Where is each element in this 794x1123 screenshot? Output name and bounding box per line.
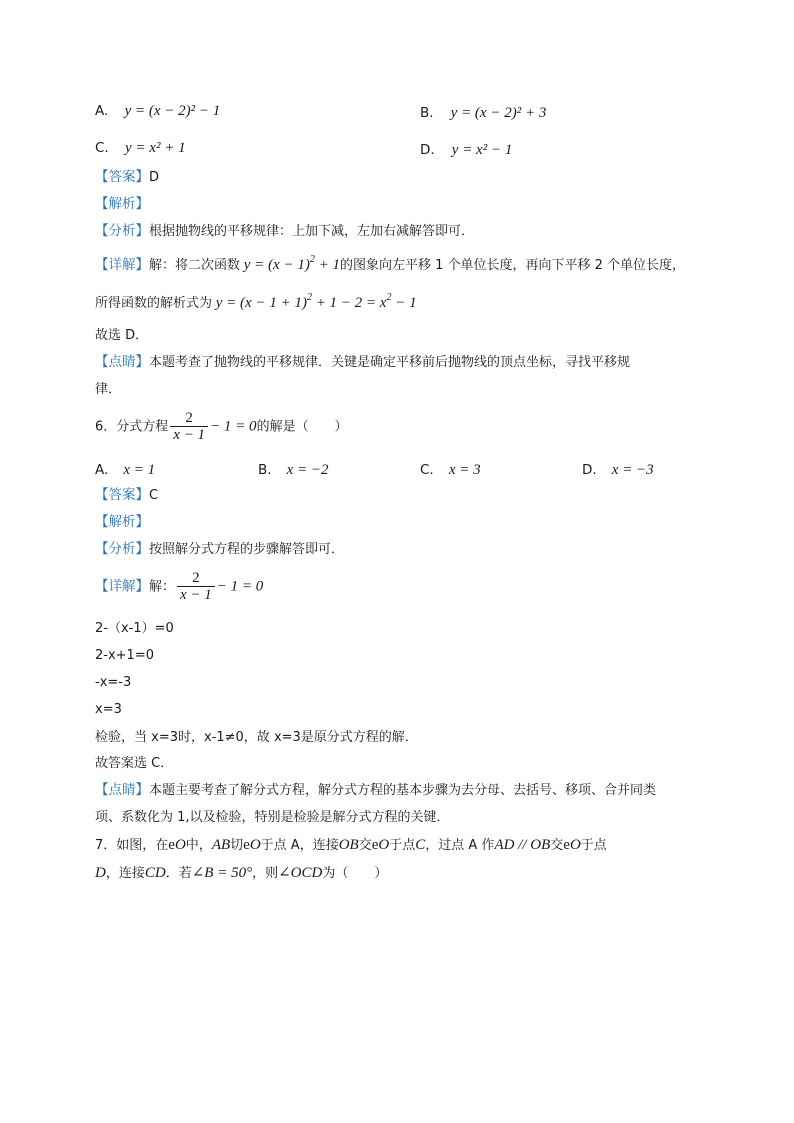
q6-xiangjie-fraction — [177, 570, 215, 604]
q6-xiangjie-tag: 【详解】 — [95, 578, 149, 595]
q6-answer-tag: 【答案】 — [95, 487, 149, 503]
q6-fenxi — [95, 543, 344, 557]
q6-option-c-expr: x = 3 — [448, 462, 481, 478]
q6-option-a — [95, 461, 155, 478]
q5-dianjing-line2 — [95, 383, 121, 397]
q6-xiangjie-text: 解： — [149, 579, 176, 595]
q6-dianjing-line2 — [95, 811, 450, 825]
fenxi-tag: 【分析】 — [95, 223, 149, 239]
q6-option-a-expr: x = 1 — [123, 462, 156, 478]
option-d-label: D. — [420, 142, 435, 158]
q7-l2-seg-2: CD — [144, 865, 166, 881]
q6-option-d-expr: x = −3 — [611, 462, 654, 478]
q6-stem-suffix: 的解是（ ） — [256, 419, 348, 435]
q7-stem-line1 — [95, 838, 607, 853]
q6-stem-prefix: 6．分式方程 — [95, 419, 169, 435]
q5-jiexi — [95, 198, 149, 212]
q6-option-d-label: D. — [582, 462, 597, 478]
q6-xiangjie-frac-den: x − 1 — [177, 586, 215, 604]
answer-value: D — [149, 170, 160, 185]
q7-seg-18: e — [563, 837, 570, 853]
q6-fenxi-tag: 【分析】 — [95, 541, 149, 557]
option-c-label: C. — [95, 140, 109, 156]
q7-seg-12: O — [378, 837, 390, 853]
q7-seg-16: AD // OB — [494, 837, 551, 853]
q7-seg-10: 交 — [358, 838, 372, 853]
result-function: $y = (x - 1 + 1)^2 + 1 - 2 = x^2 - 1$ — [212, 292, 417, 311]
q6-frac-den: x − 1 — [170, 426, 208, 444]
q5-fenxi — [95, 225, 474, 239]
q6-frac-num: 2 — [185, 410, 193, 426]
dianjing-text-1: 本题考查了抛物线的平移规律．关键是确定平移前后抛物线的顶点坐标，寻找平移规 — [149, 355, 631, 370]
q6-dianjing-text-1: 本题主要考查了解分式方程，解分式方程的基本步骤为去分母、去括号、移项、合并同类 — [149, 783, 657, 798]
q6-jiexi-tag: 【解析】 — [95, 514, 149, 530]
option-b-expr: y = (x − 2)² + 3 — [450, 105, 547, 121]
xiangjie-tag: 【详解】 — [95, 257, 149, 273]
q7-seg-15: ，过点 A 作 — [425, 838, 495, 853]
q6-final: 故答案选 C． — [95, 756, 174, 771]
fenxi-text: 根据抛物线的平移规律：上加下减，左加右减解答即可． — [149, 224, 475, 239]
q5-answer — [95, 171, 159, 185]
q6-option-b-label: B. — [258, 462, 272, 478]
q6-step-2: 2-x+1=0 — [95, 648, 154, 663]
q7-seg-19: O — [569, 837, 581, 853]
q5-xiangjie-line2 — [95, 292, 417, 311]
q5-dianjing-line1 — [95, 356, 630, 370]
guxuan-text: 故选 D． — [95, 328, 149, 343]
q7-seg-9: OB — [338, 837, 359, 853]
q7-seg-6: e — [243, 837, 250, 853]
q6-step-3: -x=-3 — [95, 675, 132, 690]
dianjing-tag: 【点睛】 — [95, 354, 149, 370]
q6-xiangjie — [95, 570, 263, 604]
q5-guxuan — [95, 329, 148, 343]
q6-dianjing-line1 — [95, 784, 656, 798]
q5-option-b — [420, 104, 546, 121]
q6-option-a-label: A. — [95, 462, 109, 478]
q7-seg-2: O — [174, 837, 186, 853]
dianjing-text-2: 律． — [95, 382, 122, 397]
original-function: $y = (x - 1)^2 + 1$ — [240, 254, 340, 273]
q7-seg-20: 于点 — [580, 838, 607, 853]
q6-answer — [95, 489, 158, 503]
answer-tag: 【答案】 — [95, 169, 149, 185]
q6-fenxi-text: 按照解分式方程的步骤解答即可． — [149, 542, 345, 557]
q6-step-4: x=3 — [95, 702, 122, 717]
q6-dianjing-tag: 【点睛】 — [95, 782, 149, 798]
q7-l2-seg-4: ∠B = 50° — [191, 865, 253, 881]
q6-xiangjie-equation-rest: − 1 = 0 — [216, 578, 264, 595]
q7-seg-4: AB — [211, 837, 231, 853]
q6-dianjing-text-2: 项、系数化为 1,以及检验，特别是检验是解分式方程的关键． — [95, 810, 450, 825]
option-a-label: A. — [95, 103, 109, 119]
q7-seg-11: e — [371, 837, 379, 853]
q7-l2-seg-1: ，连接 — [105, 866, 145, 881]
q5-options-row-1 — [95, 104, 220, 119]
q7-l2-seg-5: ，则 — [252, 866, 279, 881]
option-a-expr-text: y = (x − 2)² − 1 — [124, 103, 221, 119]
q6-check: 检验，当 x=3时，x-1≠0，故 x=3是原分式方程的解． — [95, 730, 418, 745]
q7-seg-14: C — [415, 837, 426, 853]
q6-option-c — [420, 461, 481, 478]
q7-l2-seg-7: 为（ ） — [322, 866, 388, 881]
q7-seg-0: 7．如图，在 — [95, 838, 169, 853]
xiangjie-text-3: 所得函数的解析式为 — [95, 296, 213, 311]
option-c-expr: y = x² + 1 — [125, 140, 186, 156]
xiangjie-text-1: 解：将二次函数 — [149, 258, 241, 273]
q7-seg-1: e — [168, 837, 175, 853]
jiexi-tag: 【解析】 — [95, 196, 149, 212]
q6-answer-value: C — [149, 488, 159, 503]
q7-seg-3: 中， — [185, 838, 212, 853]
q6-step-1: 2-（x-1）=0 — [95, 621, 174, 636]
q5-xiangjie-line1 — [95, 254, 686, 273]
q7-seg-5: 切 — [230, 838, 244, 853]
q7-seg-17: 交 — [550, 838, 564, 853]
xiangjie-text-2: 的图象向左平移 1 个单位长度，再向下平移 2 个单位长度， — [339, 258, 686, 273]
q6-equation-rest: − 1 = 0 — [210, 418, 257, 435]
q5-option-d — [420, 141, 512, 158]
q6-jiexi — [95, 516, 149, 530]
q6-stem — [95, 410, 348, 444]
q6-fraction — [170, 410, 208, 444]
q7-seg-7: O — [249, 837, 261, 853]
option-d-expr: y = x² − 1 — [451, 142, 513, 158]
q7-stem-line2 — [95, 866, 387, 881]
q6-option-b-expr: x = −2 — [286, 462, 329, 478]
option-a-expr — [125, 103, 221, 119]
q5-options-row-2 — [95, 141, 186, 156]
q6-xiangjie-frac-num: 2 — [192, 570, 200, 586]
option-b-label: B. — [420, 105, 434, 121]
q6-option-c-label: C. — [420, 462, 434, 478]
q7-seg-8: 于点 A，连接 — [260, 838, 339, 853]
q7-l2-seg-0: D — [95, 865, 106, 881]
q6-option-b — [258, 461, 329, 478]
q7-seg-13: 于点 — [389, 838, 416, 853]
q6-option-d — [582, 461, 654, 478]
q7-l2-seg-6: ∠OCD — [278, 865, 323, 881]
q7-l2-seg-3: ．若 — [165, 866, 192, 881]
